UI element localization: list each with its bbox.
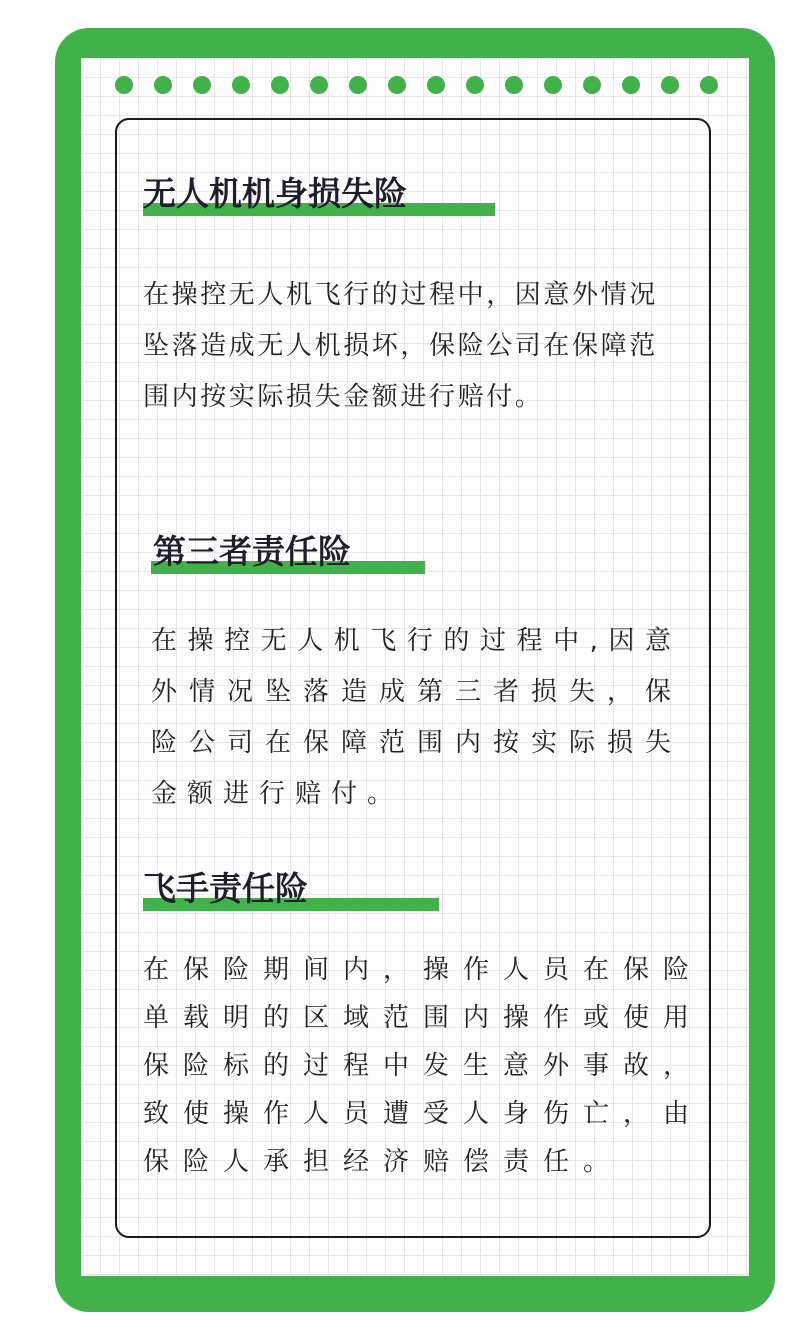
binder-dot: [349, 76, 367, 94]
binder-dot: [661, 76, 679, 94]
section-body: 在保险期间内，操作人员在保险单载明的区域范围内操作或使用保险标的过程中发生意外事故，致使操作人员遭受人身伤亡，由保险人承担经济赔偿责任。: [143, 955, 704, 1177]
binder-dot: [193, 76, 211, 94]
binder-dot: [232, 76, 250, 94]
section-title: 第三者责任险: [153, 532, 351, 571]
binder-dot: [310, 76, 328, 94]
section-title: 飞手责任险: [143, 869, 308, 908]
binder-dot: [271, 76, 289, 94]
binder-dot: [622, 76, 640, 94]
grid-paper: [81, 58, 749, 1276]
section-body: 在操控无人机飞行的过程中，因意外情况坠落造成无人机损坏，保险公司在保障范围内按实际损失金额进行赔付。: [143, 280, 658, 412]
binder-dot: [505, 76, 523, 94]
binder-dot: [466, 76, 484, 94]
binder-dot: [115, 76, 133, 94]
binder-dot: [388, 76, 406, 94]
binder-dot: [154, 76, 172, 94]
binder-dot: [700, 76, 718, 94]
section-title: 无人机机身损失险: [143, 174, 407, 213]
content-card: [115, 118, 711, 1238]
binder-dot: [583, 76, 601, 94]
section-body: 在操控无人机飞行的过程中,因意外情况坠落造成第三者损失，保险公司在保障范围内按实际损失金额进行赔付。: [151, 626, 681, 809]
binder-dot: [427, 76, 445, 94]
binder-dot: [544, 76, 562, 94]
binder-dots: [81, 76, 749, 94]
